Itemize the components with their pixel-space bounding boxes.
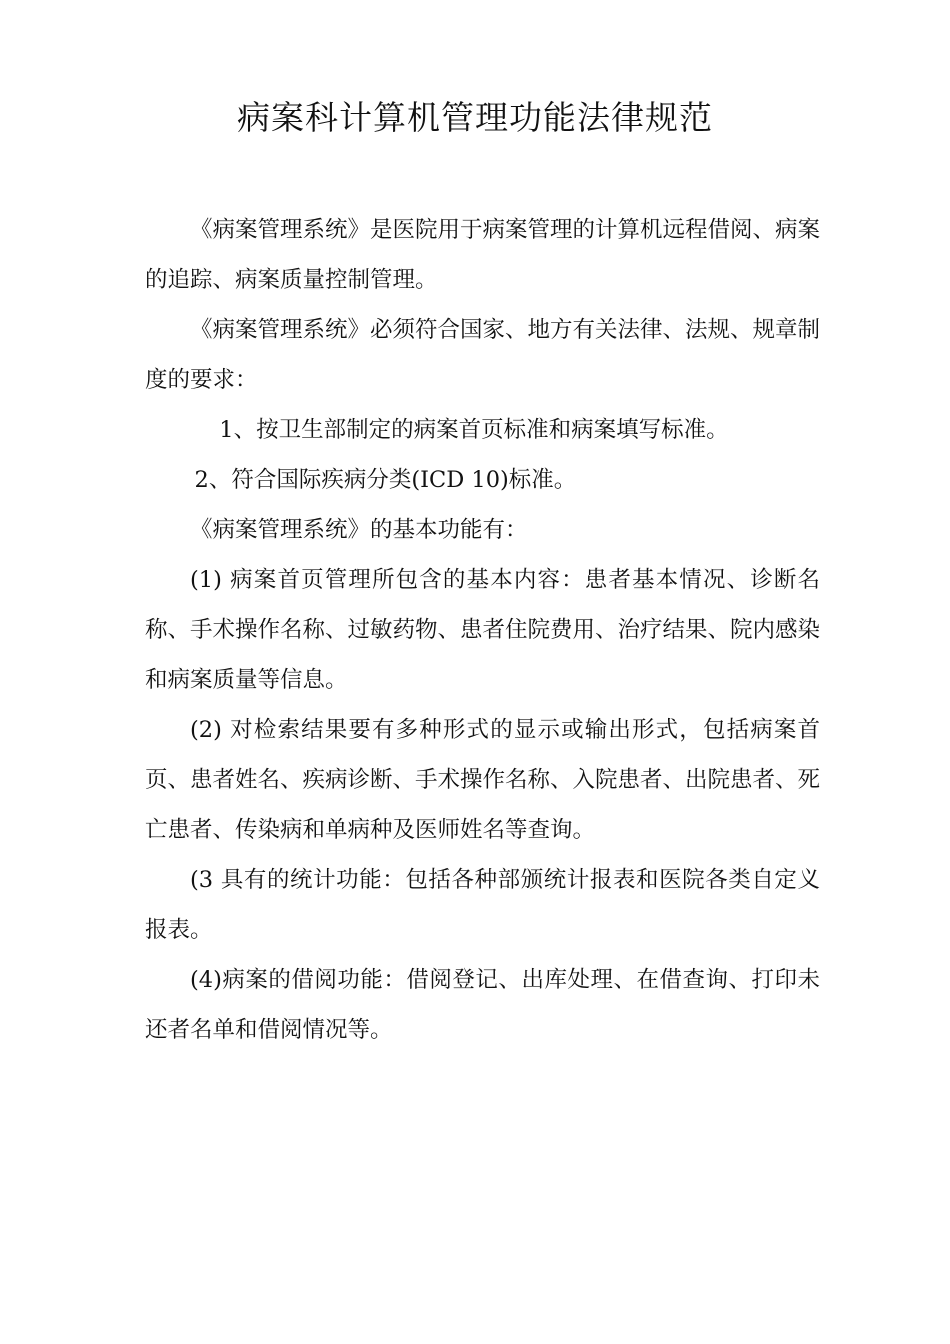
function-item-1: (1) 病案首页管理所包含的基本内容：患者基本情况、诊断名称、手术操作名称、过敏药物、患者住院费用、治疗结果、院内感染和病案质量等信息。	[145, 567, 821, 693]
paragraph-intro: 《病案管理系统》是医院用于病案管理的计算机远程借阅、病案的追踪、病案质量控制管理。	[145, 217, 821, 293]
requirement-item-1: 1、按卫生部制定的病案首页标准和病案填写标准。	[219, 417, 729, 443]
document-title: 病案科计算机管理功能法律规范	[237, 98, 713, 137]
function-item-4: (4)病案的借阅功能：借阅登记、出库处理、在借查询、打印未还者名单和借阅情况等。	[145, 967, 820, 1043]
document-body	[145, 205, 820, 1055]
function-item-3: (3 具有的统计功能：包括各种部颁统计报表和医院各类自定义报表。	[145, 867, 820, 943]
function-item-2: (2) 对检索结果要有多种形式的显示或输出形式，包括病案首页、患者姓名、疾病诊断、手术操作名称、入院患者、出院患者、死亡患者、传染病和单病种及医师姓名等查询。	[145, 717, 821, 843]
paragraph-functions-heading: 《病案管理系统》的基本功能有：	[190, 517, 528, 543]
requirement-item-2: 2、符合国际疾病分类(ICD 10)标准。	[194, 467, 577, 493]
paragraph-requirements: 《病案管理系统》必须符合国家、地方有关法律、法规、规章制度的要求：	[145, 317, 821, 393]
